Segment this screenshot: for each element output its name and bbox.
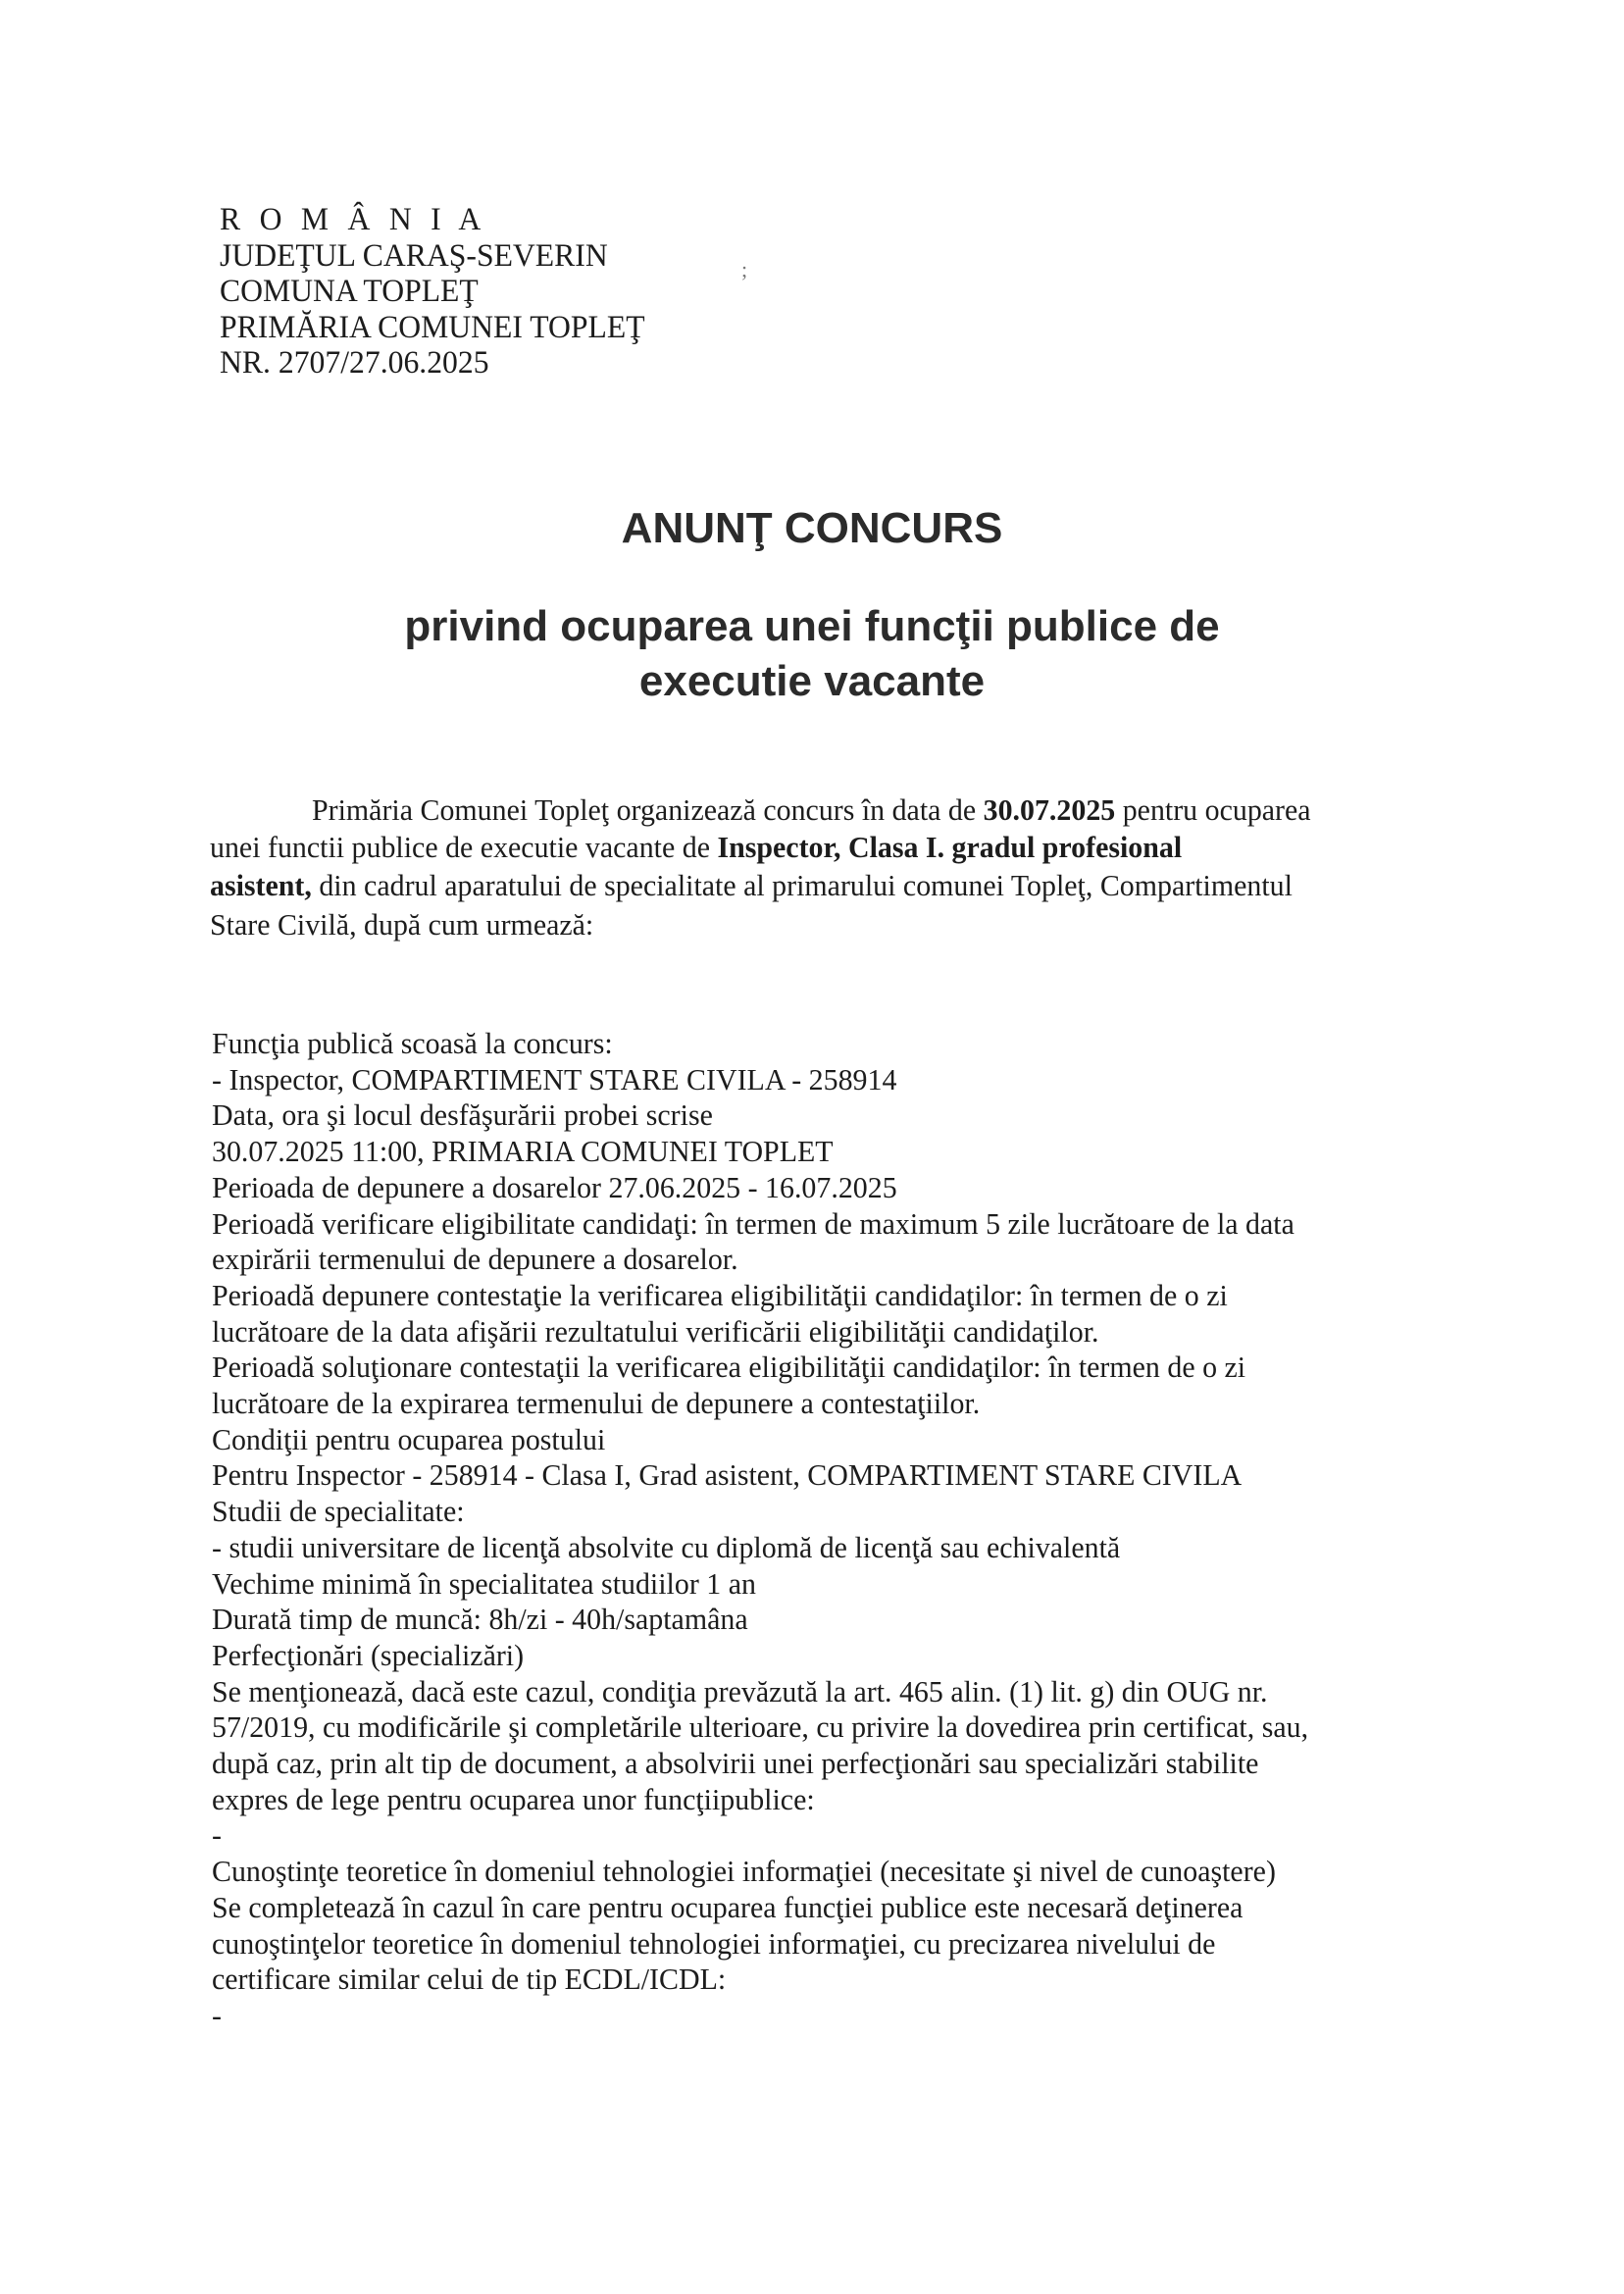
body-line: Se menţionează, dacă este cazul, condiţia prevăzută la art. 465 alin. (1) lit. g) din OUG nr. xyxy=(212,1673,1268,1708)
page-title: ANUNŢ CONCURS xyxy=(621,504,1003,552)
body-line: Se completează în cazul în care pentru ocuparea funcţiei publice este necesară deţinerea xyxy=(212,1889,1243,1924)
body-line: după caz, prin alt tip de document, a absolvirii unei perfecţionări sau specializări stabilite xyxy=(212,1746,1259,1781)
body-line: lucrătoare de la expirarea termenului de depunere a contestaţiilor. xyxy=(212,1386,981,1421)
body-line: certificare similar celui de tip ECDL/ICDL: xyxy=(212,1962,727,1997)
position-title: Inspector, Clasa I. gradul profesional xyxy=(717,830,1183,864)
contest-date: 30.07.2025 xyxy=(983,792,1116,827)
intro-text: din cadrul aparatului de specialitate al primarului comunei Topleţ, Compartimentul xyxy=(311,868,1293,902)
body-line: Pentru Inspector - 258914 - Clasa I, Grad asistent, COMPARTIMENT STARE CIVILA xyxy=(212,1457,1243,1493)
header-county: JUDEŢUL CARAŞ-SEVERIN xyxy=(220,237,608,274)
page-subtitle-line2: executie vacante xyxy=(638,657,986,705)
body-line: Studii de specialitate: xyxy=(212,1494,465,1529)
body-line: Condiţii pentru ocuparea postului xyxy=(212,1421,606,1456)
body-line: cunoştinţelor teoretice în domeniul tehnologiei informaţiei, cu precizarea nivelului de xyxy=(212,1925,1216,1961)
intro-line xyxy=(210,830,1182,865)
header-town-hall: PRIMĂRIA COMUNEI TOPLEŢ xyxy=(220,309,645,345)
body-line: - studii universitare de licenţă absolvite cu diplomă de licenţă sau echivalentă xyxy=(212,1529,1121,1564)
body-line: - Inspector, COMPARTIMENT STARE CIVILA - 258914 xyxy=(212,1061,897,1096)
body-line: Perioadă depunere contestaţie la verificarea eligibilităţii candidaţilor: în termen de o zi xyxy=(212,1277,1228,1312)
body-line: - xyxy=(212,1997,222,2032)
body-line: expirării termenului de depunere a dosarelor. xyxy=(212,1242,738,1277)
body-line: 57/2019, cu modificările şi completările ulterioare, cu privire la dovedirea prin certificat, sau, xyxy=(212,1709,1309,1745)
body-line: Cunoştinţe teoretice în domeniul tehnologiei informaţiei (necesitate şi nivel de cunoaştere) xyxy=(212,1854,1276,1889)
body-line: Funcţia publică scoasă la concurs: xyxy=(212,1026,613,1060)
body-line: 30.07.2025 11:00, PRIMARIA COMUNEI TOPLET xyxy=(212,1134,834,1169)
body-line: Perioada de depunere a dosarelor 27.06.2025 - 16.07.2025 xyxy=(212,1169,897,1204)
intro-text: unei functii publice de executie vacante de xyxy=(210,830,718,864)
body-line: Data, ora şi locul desfăşurării probei scrise xyxy=(212,1097,713,1133)
body-line: Perfecţionări (specializări) xyxy=(212,1637,525,1672)
body-line: expres de lege pentru ocuparea unor funcţiipublice: xyxy=(212,1781,815,1816)
page-subtitle-line1: privind ocuparea unei funcţii publice de xyxy=(404,602,1220,650)
header-country: R O M Â N I A xyxy=(220,202,487,237)
document-header xyxy=(220,202,663,382)
intro-text: pentru ocuparea xyxy=(1115,792,1311,827)
header-registration-number: NR. 2707/27.06.2025 xyxy=(220,345,489,381)
body-line: Durată timp de muncă: 8h/zi - 40h/saptamâna xyxy=(212,1602,748,1637)
body-line: - xyxy=(212,1817,222,1853)
body-line: Perioadă soluţionare contestaţii la verificarea eligibilităţii candidaţilor: în termen de o zi xyxy=(212,1350,1246,1385)
intro-text: Stare Civilă, după cum urmează: xyxy=(210,907,594,942)
intro-text: Primăria Comunei Topleţ organizează concurs în data de xyxy=(312,792,984,827)
intro-line xyxy=(312,792,1311,828)
header-commune: COMUNA TOPLEŢ xyxy=(220,274,479,309)
body-line: Perioadă verificare eligibilitate candidaţi: în termen de maximum 5 zile lucrătoare de la data xyxy=(212,1205,1294,1241)
body-line: Vechime minimă în specialitatea studiilor 1 an xyxy=(212,1565,756,1601)
body-line: lucrătoare de la data afişării rezultatului verificării eligibilităţii candidaţilor. xyxy=(212,1313,1099,1349)
announcement-body xyxy=(212,1026,1348,2034)
position-grade: asistent, xyxy=(210,868,312,902)
intro-line xyxy=(210,907,593,943)
stray-mark: ; xyxy=(741,257,748,281)
intro-line xyxy=(210,868,1293,903)
